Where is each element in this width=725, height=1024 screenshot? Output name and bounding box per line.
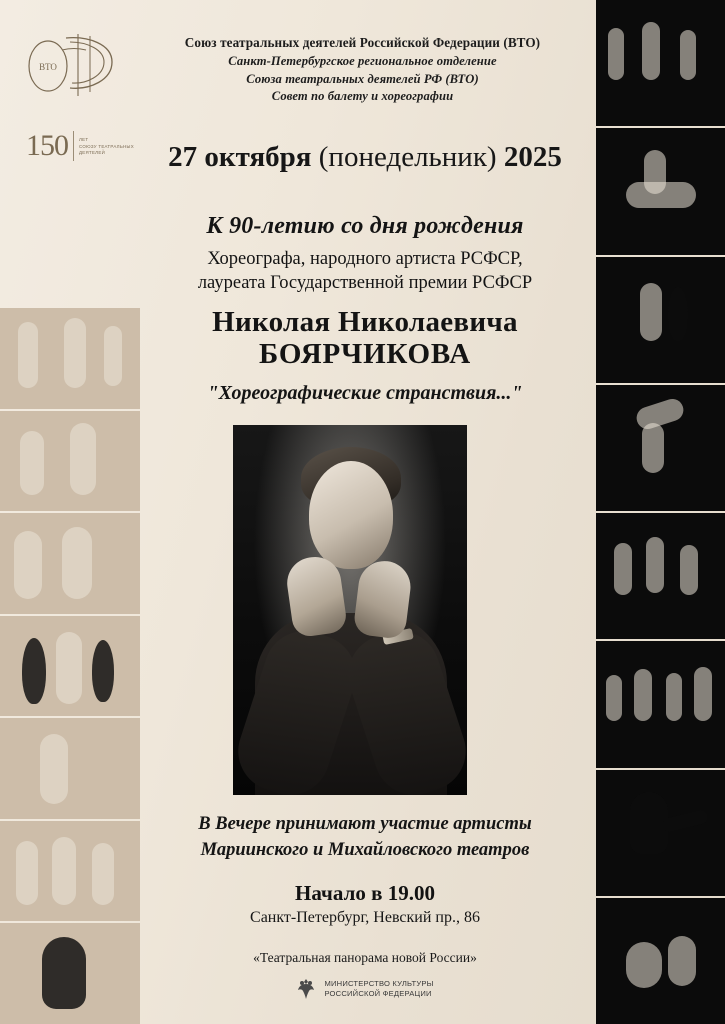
participants-block: [140, 812, 590, 863]
venue-address: Санкт-Петербург, Невский пр., 86: [250, 909, 480, 926]
photo-rehearsal-group: [0, 821, 140, 922]
portrait-head: [309, 461, 393, 569]
photo-stage-scene-dark-duet: [596, 257, 725, 383]
ministry-text: [324, 979, 433, 1000]
org-line-4: Совет по балету и хореографии: [271, 89, 454, 104]
event-date-year: 2025: [503, 141, 562, 173]
jubilee-logo: [26, 131, 134, 177]
portrait-hand-right: [353, 558, 414, 640]
org-line-3: Союза театральных деятелей РФ (ВТО): [246, 71, 479, 86]
photo-rehearsal-barre: [0, 308, 140, 409]
program-name: «Театральная панорама новой России»: [253, 950, 477, 965]
photo-stage-scene-floor-duet: [596, 128, 725, 254]
ministry-line-1: МИНИСТЕРСТВО КУЛЬТУРЫ: [324, 978, 434, 988]
event-date-weekday: (понедельник): [318, 141, 497, 173]
photo-stage-scene-solo-man: [596, 770, 725, 896]
photo-stage-scene-crowd: [596, 641, 725, 767]
dedication-title: К 90-летию со дня рождения: [206, 213, 524, 239]
photo-rehearsal-arabesque: [0, 718, 140, 819]
photo-stage-scene-sunset: [596, 898, 725, 1024]
dedication-subtitle-1: Хореографа, народного артиста РСФСР,: [207, 249, 523, 269]
photo-stage-scene-ensemble: [596, 0, 725, 126]
jubilee-number: 150: [26, 129, 68, 162]
ministry-logo-block: [140, 978, 590, 1000]
event-date-daymonth: 27 октября: [168, 141, 312, 173]
start-time: Начало в 19.00: [295, 881, 435, 905]
double-eagle-icon: [296, 978, 316, 1000]
photo-rehearsal-portrait: [0, 923, 140, 1024]
photo-rehearsal-trio: [0, 616, 140, 717]
participants-line-1: В Вечере принимают участие артисты: [198, 814, 532, 834]
organization-header: [140, 34, 585, 106]
right-photo-strip: [596, 0, 725, 1024]
org-line-2: Санкт-Петербургское региональное отделение: [228, 53, 497, 68]
participants-line-2: Мариинского и Михайловского театров: [200, 839, 530, 860]
ministry-line-2: РОССИЙСКОЙ ФЕДЕРАЦИИ: [324, 989, 432, 998]
honoree-first-name: Николая Николаевича: [212, 305, 518, 338]
event-quote: "Хореографические странствия...": [207, 382, 523, 405]
dedication-block: [140, 213, 590, 405]
portrait-photo: [233, 425, 467, 795]
left-photo-strip: [0, 308, 140, 1024]
photo-stage-scene-lift: [596, 385, 725, 511]
photo-stage-scene-quartet: [596, 513, 725, 639]
vto-logo: [26, 28, 122, 102]
jubilee-caption: ЛЕТ СОЮЗУ ТЕАТРАЛЬНЫХ ДЕЯТЕЛЕЙ: [79, 137, 134, 156]
svg-text:ВТО: ВТО: [39, 62, 57, 72]
dedication-subtitle-2: лауреата Государственной премии РСФСР: [197, 273, 533, 294]
org-line-1: Союз театральных деятелей Российской Федерации (ВТО): [184, 35, 541, 50]
event-date: [140, 141, 590, 174]
photo-rehearsal-duet: [0, 513, 140, 614]
honoree-last-name: БОЯРЧИКОВА: [259, 337, 471, 370]
photo-rehearsal-arms-raised: [0, 411, 140, 512]
